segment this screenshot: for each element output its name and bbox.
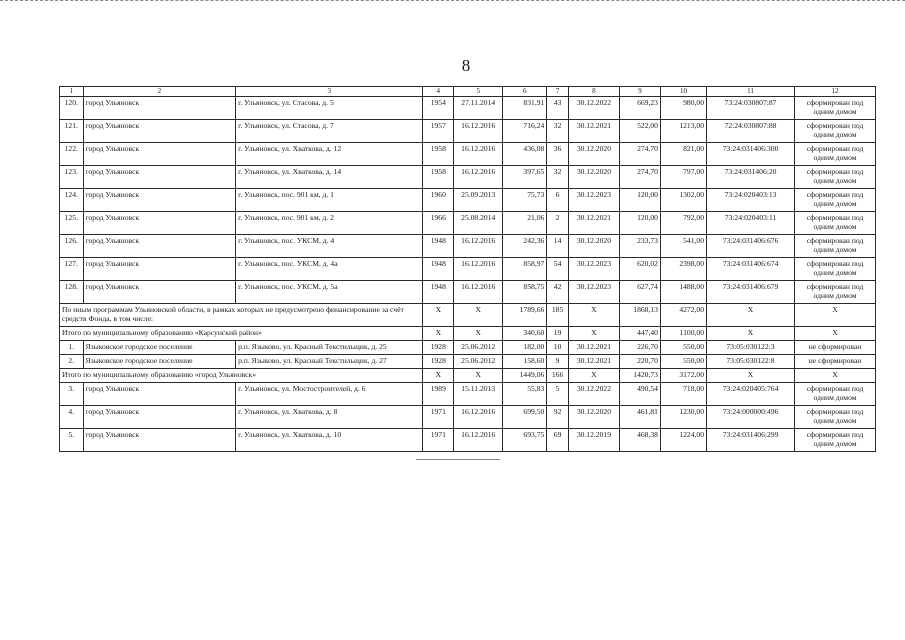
subtotal-cell: Х <box>423 327 454 341</box>
subtotal-cell: Х <box>454 327 503 341</box>
table-cell: город Ульяновск <box>83 383 236 406</box>
subtotal-row <box>60 369 876 383</box>
table-cell: 30.12.2021 <box>568 212 619 235</box>
table-cell: 242,36 <box>503 235 547 258</box>
table-cell: 30.12.2020 <box>568 406 619 429</box>
table-cell: 43 <box>547 97 569 120</box>
table-cell: 627,74 <box>620 281 661 304</box>
table-cell: 30.12.2023 <box>568 189 619 212</box>
subtotal-cell: 185 <box>547 304 569 327</box>
table-cell: город Ульяновск <box>83 189 236 212</box>
table-cell: 182,00 <box>503 341 547 355</box>
table-cell: 32 <box>547 166 569 189</box>
table-cell: 5 <box>547 383 569 406</box>
table-cell: 72:24:030807:88 <box>707 120 795 143</box>
table-cell: г. Ульяновск, пос. УКСМ, д. 5а <box>236 281 423 304</box>
table-cell: 980,00 <box>660 97 706 120</box>
table-cell: сформирован под одним домом <box>795 212 876 235</box>
table-cell: 27.11.2014 <box>454 97 503 120</box>
table-row <box>60 281 876 304</box>
subtotal-label: По иным программам Ульяновской области, в рамках которых не предусмотрено финансирование за счёт средств Фонда, в том числе: <box>60 304 423 327</box>
subtotal-row <box>60 327 876 341</box>
table-cell: сформирован под одним домом <box>795 383 876 406</box>
table-cell: 30.12.2021 <box>568 355 619 369</box>
table-cell: 120,00 <box>620 212 661 235</box>
table-cell: 718,00 <box>660 383 706 406</box>
table-cell: 2 <box>547 212 569 235</box>
table-cell: 16.12.2016 <box>454 120 503 143</box>
table-cell: 1971 <box>423 406 454 429</box>
table-cell: 25.09.2013 <box>454 189 503 212</box>
table-cell: 30.12.2021 <box>568 120 619 143</box>
table-cell: 5. <box>60 429 84 452</box>
table-header-row <box>60 87 876 97</box>
table-cell: г. Ульяновск, ул. Хваткова, д. 14 <box>236 166 423 189</box>
table-cell: не сформирован <box>795 355 876 369</box>
table-cell: 1928 <box>423 341 454 355</box>
table-cell: г. Ульяновск, ул. Хваткова, д. 8 <box>236 406 423 429</box>
table-cell: 1302,00 <box>660 189 706 212</box>
table-cell: 73:24:020405:764 <box>707 383 795 406</box>
table-row <box>60 143 876 166</box>
table-cell: 16.12.2016 <box>454 258 503 281</box>
table-cell: 2398,00 <box>660 258 706 281</box>
table-cell: 461,81 <box>620 406 661 429</box>
subtotal-cell: Х <box>795 304 876 327</box>
table-cell: 490,54 <box>620 383 661 406</box>
table-cell: 75,73 <box>503 189 547 212</box>
table-cell: 1213,00 <box>660 120 706 143</box>
subtotal-cell: 447,40 <box>620 327 661 341</box>
table-cell: сформирован под одним домом <box>795 406 876 429</box>
table-cell: 693,75 <box>503 429 547 452</box>
table-cell: 274,70 <box>620 166 661 189</box>
table-cell: 73:24:020403:13 <box>707 189 795 212</box>
table-cell: 73:24:031406:676 <box>707 235 795 258</box>
table-cell: сформирован под одним домом <box>795 97 876 120</box>
table-cell: сформирован под одним домом <box>795 189 876 212</box>
table-row <box>60 429 876 452</box>
table-cell: 73:24:031406:299 <box>707 429 795 452</box>
table-cell: 16.12.2016 <box>454 166 503 189</box>
column-number: 11 <box>707 87 795 97</box>
table-cell: не сформирован <box>795 341 876 355</box>
subtotal-cell: Х <box>707 304 795 327</box>
table-row <box>60 212 876 235</box>
table-row <box>60 189 876 212</box>
column-number: 4 <box>423 87 454 97</box>
table-cell: 21,06 <box>503 212 547 235</box>
table-cell: 92 <box>547 406 569 429</box>
table-cell: г. Ульяновск, пос. УКСМ, д. 4 <box>236 235 423 258</box>
table-cell: 42 <box>547 281 569 304</box>
table-cell: Языковское городское поселение <box>83 341 236 355</box>
table-cell: г. Ульяновск, пос. 901 км, д. 2 <box>236 212 423 235</box>
subtotal-cell: Х <box>707 327 795 341</box>
page-number: 8 <box>461 56 471 75</box>
table-cell: 669,23 <box>620 97 661 120</box>
subtotal-cell: Х <box>707 369 795 383</box>
table-cell: 123. <box>60 166 84 189</box>
table-cell: сформирован под одним домом <box>795 143 876 166</box>
subtotal-cell: Х <box>568 327 619 341</box>
table-cell: 16.12.2016 <box>454 235 503 258</box>
table-cell: 158,60 <box>503 355 547 369</box>
table-cell: 73:24:031406:20 <box>707 166 795 189</box>
subtotal-cell: Х <box>795 369 876 383</box>
table-cell: 54 <box>547 258 569 281</box>
table-cell: 792,00 <box>660 212 706 235</box>
column-number: 6 <box>503 87 547 97</box>
table-cell: 73:24:031406:674 <box>707 258 795 281</box>
table-cell: 858,75 <box>503 281 547 304</box>
table-row <box>60 97 876 120</box>
table-cell: город Ульяновск <box>83 212 236 235</box>
table-row <box>60 383 876 406</box>
subtotal-cell: 3172,00 <box>660 369 706 383</box>
table-cell: 32 <box>547 120 569 143</box>
table-cell: 15.11.2013 <box>454 383 503 406</box>
table-cell: 25.06.2012 <box>454 355 503 369</box>
table-cell: 522,00 <box>620 120 661 143</box>
table-cell: 468,38 <box>620 429 661 452</box>
table-cell: 1948 <box>423 235 454 258</box>
table-cell: 124. <box>60 189 84 212</box>
table-cell: 30.12.2023 <box>568 258 619 281</box>
subtotal-cell: Х <box>454 304 503 327</box>
table-cell: 1958 <box>423 143 454 166</box>
table-row <box>60 120 876 143</box>
table-cell: сформирован под одним домом <box>795 120 876 143</box>
table-cell: 397,65 <box>503 166 547 189</box>
subtotal-cell: 1868,13 <box>620 304 661 327</box>
table-cell: 831,91 <box>503 97 547 120</box>
table-cell: 30.12.2022 <box>568 97 619 120</box>
table-cell: 30.12.2021 <box>568 341 619 355</box>
table-cell: 226,70 <box>620 341 661 355</box>
table-cell: 30.12.2020 <box>568 143 619 166</box>
column-number: 7 <box>547 87 569 97</box>
table-row <box>60 166 876 189</box>
table-cell: сформирован под одним домом <box>795 258 876 281</box>
subtotal-label: Итого по муниципальному образованию «Карсунский район» <box>60 327 423 341</box>
table-cell: г. Ульяновск, пос. УКСМ, д. 4а <box>236 258 423 281</box>
table-row <box>60 258 876 281</box>
table-cell: г. Ульяновск, ул. Хваткова, д. 10 <box>236 429 423 452</box>
table-cell: 4. <box>60 406 84 429</box>
table-cell: 6 <box>547 189 569 212</box>
table-cell: г. Ульяновск, ул. Хваткова, д. 12 <box>236 143 423 166</box>
table-cell: г. Ульяновск, ул. Стасова, д. 7 <box>236 120 423 143</box>
table-cell: город Ульяновск <box>83 166 236 189</box>
table-cell: город Ульяновск <box>83 406 236 429</box>
table-cell: 858,97 <box>503 258 547 281</box>
subtotal-cell: 19 <box>547 327 569 341</box>
housing-register-table <box>59 86 876 452</box>
column-number: 5 <box>454 87 503 97</box>
table-cell: 16.12.2016 <box>454 143 503 166</box>
table-row <box>60 235 876 258</box>
table-cell: город Ульяновск <box>83 258 236 281</box>
subtotal-cell: 4272,00 <box>660 304 706 327</box>
table-cell: город Ульяновск <box>83 429 236 452</box>
table-cell: 550,00 <box>660 341 706 355</box>
table-cell: 541,00 <box>660 235 706 258</box>
table-cell: 1488,00 <box>660 281 706 304</box>
table-cell: 126. <box>60 235 84 258</box>
subtotal-cell: 1100,00 <box>660 327 706 341</box>
table-cell: город Ульяновск <box>83 281 236 304</box>
table-cell: 1224,00 <box>660 429 706 452</box>
table-cell: 3. <box>60 383 84 406</box>
table-cell: сформирован под одним домом <box>795 235 876 258</box>
table-cell: 73:05:030122:3 <box>707 341 795 355</box>
subtotal-cell: 1420,73 <box>620 369 661 383</box>
table-cell: 1958 <box>423 166 454 189</box>
table-cell: 821,00 <box>660 143 706 166</box>
table-cell: 16.12.2016 <box>454 281 503 304</box>
table-cell: сформирован под одним домом <box>795 281 876 304</box>
table-cell: р.п. Языково, ул. Красный Текстильщик, д. 27 <box>236 355 423 369</box>
table-cell: 122. <box>60 143 84 166</box>
table-cell: г. Ульяновск, ул. Стасова, д. 5 <box>236 97 423 120</box>
table-row <box>60 406 876 429</box>
table-cell: 30.12.2023 <box>568 281 619 304</box>
table-cell: 73:24:031406:300 <box>707 143 795 166</box>
table-cell: 436,08 <box>503 143 547 166</box>
table-cell: сформирован под одним домом <box>795 166 876 189</box>
table-cell: 73:05:030122:8 <box>707 355 795 369</box>
subtotal-cell: 1789,66 <box>503 304 547 327</box>
table-cell: 69 <box>547 429 569 452</box>
table-cell: сформирован под одним домом <box>795 429 876 452</box>
table-cell: 16.12.2016 <box>454 406 503 429</box>
table-cell: 30.12.2019 <box>568 429 619 452</box>
table-cell: 1966 <box>423 212 454 235</box>
footer-line <box>416 459 500 460</box>
table-cell: 128. <box>60 281 84 304</box>
column-number: 8 <box>568 87 619 97</box>
table-cell: 550,00 <box>660 355 706 369</box>
table-cell: 127. <box>60 258 84 281</box>
table-cell: 73:24:031406:679 <box>707 281 795 304</box>
column-number: 10 <box>660 87 706 97</box>
column-number: 2 <box>83 87 236 97</box>
table-cell: город Ульяновск <box>83 120 236 143</box>
table-cell: 1971 <box>423 429 454 452</box>
table-cell: 30.12.2020 <box>568 166 619 189</box>
scan-top-edge <box>0 0 905 3</box>
table-cell: 120. <box>60 97 84 120</box>
table-row <box>60 355 876 369</box>
table-cell: 797,00 <box>660 166 706 189</box>
table-cell: 1957 <box>423 120 454 143</box>
table-cell: 25.08.2014 <box>454 212 503 235</box>
table-cell: 36 <box>547 143 569 166</box>
subtotal-cell: Х <box>795 327 876 341</box>
table-cell: 1948 <box>423 258 454 281</box>
column-number: 9 <box>620 87 661 97</box>
table-cell: 620,02 <box>620 258 661 281</box>
table-cell: 16.12.2016 <box>454 429 503 452</box>
table-cell: 55,83 <box>503 383 547 406</box>
subtotal-cell: 166 <box>547 369 569 383</box>
table-cell: 699,50 <box>503 406 547 429</box>
table-cell: 10 <box>547 341 569 355</box>
table-cell: 25.06.2012 <box>454 341 503 355</box>
table-cell: г. Ульяновск, ул. Мостостроителей, д. 6 <box>236 383 423 406</box>
table-row <box>60 341 876 355</box>
table-cell: 121. <box>60 120 84 143</box>
subtotal-cell: Х <box>568 369 619 383</box>
table-cell: 1989 <box>423 383 454 406</box>
table-cell: 1. <box>60 341 84 355</box>
column-number: 12 <box>795 87 876 97</box>
table-cell: 233,73 <box>620 235 661 258</box>
table-cell: 73:24:030807:87 <box>707 97 795 120</box>
subtotal-cell: Х <box>423 304 454 327</box>
table-cell: 30.12.2020 <box>568 235 619 258</box>
subtotal-row <box>60 304 876 327</box>
table-cell: 1230,00 <box>660 406 706 429</box>
table-cell: город Ульяновск <box>83 97 236 120</box>
table-cell: 274,70 <box>620 143 661 166</box>
subtotal-cell: Х <box>568 304 619 327</box>
table-cell: 1954 <box>423 97 454 120</box>
table-cell: 2. <box>60 355 84 369</box>
subtotal-cell: 340,60 <box>503 327 547 341</box>
table-cell: 1928 <box>423 355 454 369</box>
subtotal-label: Итого по муниципальному образованию «город Ульяновск» <box>60 369 423 383</box>
table-cell: Языковское городское поселение <box>83 355 236 369</box>
subtotal-cell: Х <box>423 369 454 383</box>
table-cell: 125. <box>60 212 84 235</box>
column-number: 1 <box>60 87 84 97</box>
table-cell: город Ульяновск <box>83 143 236 166</box>
table-cell: 1948 <box>423 281 454 304</box>
table-cell: 73:24:020403:11 <box>707 212 795 235</box>
table-cell: 30.12.2022 <box>568 383 619 406</box>
table-cell: 73:24:000000:496 <box>707 406 795 429</box>
table-cell: г. Ульяновск, пос. 901 км, д. 1 <box>236 189 423 212</box>
table-cell: 9 <box>547 355 569 369</box>
table-cell: город Ульяновск <box>83 235 236 258</box>
table-cell: 1960 <box>423 189 454 212</box>
table-cell: р.п. Языково, ул. Красный Текстильщик, д. 25 <box>236 341 423 355</box>
table-cell: 220,70 <box>620 355 661 369</box>
subtotal-cell: Х <box>454 369 503 383</box>
table-cell: 14 <box>547 235 569 258</box>
subtotal-cell: 1449,06 <box>503 369 547 383</box>
table-cell: 120,00 <box>620 189 661 212</box>
column-number: 3 <box>236 87 423 97</box>
table-cell: 716,24 <box>503 120 547 143</box>
